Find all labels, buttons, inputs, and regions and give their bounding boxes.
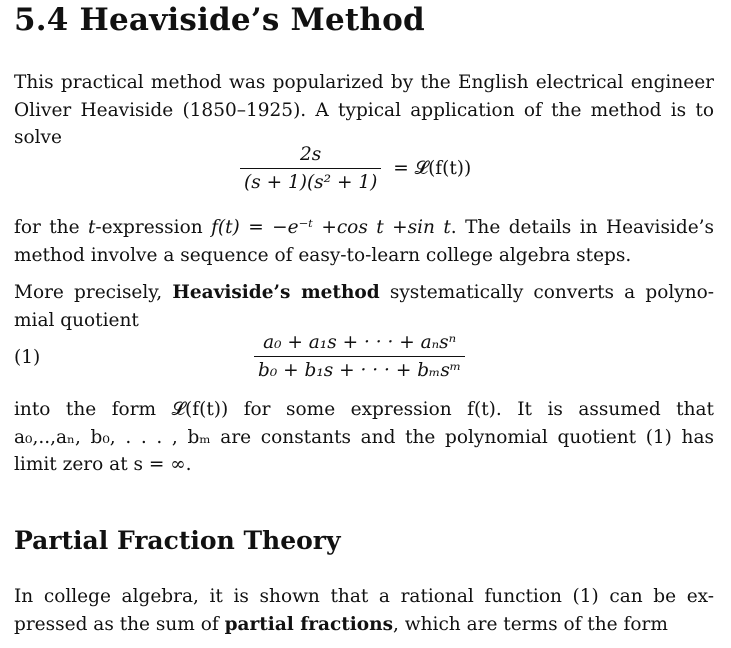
term-partial-fractions: partial fractions [224, 613, 394, 635]
form-line-1: into the form 𝓛(f(t)) for some expression f(t). It is assumed that [14, 399, 714, 420]
equation-numerator: 2s [240, 144, 381, 169]
precise-line-2: mial quotient [14, 309, 139, 331]
quotient-fraction [254, 332, 465, 381]
variable-t: t [87, 217, 96, 238]
intro-line-2: Oliver Heaviside (1850–1925). A typical application of the method is to [14, 99, 714, 121]
text-span: More precisely, [14, 282, 173, 303]
form-paragraph [14, 396, 714, 479]
expression-line-1 [14, 214, 714, 242]
expression-paragraph [14, 214, 714, 269]
intro-line-1: This practical method was popularized by the English electrical engineer [14, 72, 714, 93]
precise-line-1 [14, 279, 714, 307]
text-span: . The details in Heaviside’s [450, 217, 715, 238]
equation-laplace-target [240, 144, 471, 193]
expression-line-2: method involve a sequence of easy-to-learn college algebra steps. [14, 244, 632, 266]
form-line-3: limit zero at s = ∞. [14, 454, 192, 475]
equation-fraction [240, 144, 381, 193]
inline-expression: f(t) = −e⁻ᵗ +cos t +sin t [211, 217, 451, 238]
precise-paragraph [14, 279, 714, 334]
term-heaviside-method: Heaviside’s method [172, 282, 380, 303]
form-line-2: a₀,..,aₙ, b₀, . . . , bₘ are constants and the polynomial quotient (1) has [14, 426, 714, 448]
equation-rhs: = 𝓛(f(t)) [393, 158, 472, 179]
text-span: , which are terms of the form [393, 613, 668, 635]
section-title: 5.4 Heaviside’s Method [14, 2, 425, 38]
theory-paragraph [14, 583, 714, 638]
text-span: -expression [95, 217, 212, 238]
theory-line-1: In college algebra, it is shown that a rational function (1) can be ex- [14, 586, 714, 607]
quotient-numerator: a₀ + a₁s + · · · + aₙsⁿ [254, 332, 465, 357]
text-span: for the [14, 217, 88, 238]
text-span: pressed as the sum of [14, 613, 225, 635]
quotient-denominator: b₀ + b₁s + · · · + bₘsᵐ [258, 360, 462, 381]
subsection-title: Partial Fraction Theory [14, 526, 341, 555]
equation-denominator: (s + 1)(s² + 1) [244, 172, 378, 193]
equation-number: (1) [14, 347, 41, 368]
text-span: systematically converts a polyno- [379, 282, 715, 303]
equation-polynomial-quotient [254, 332, 465, 381]
theory-line-2 [14, 611, 714, 639]
intro-line-3: solve [14, 127, 62, 148]
intro-paragraph [14, 69, 714, 152]
